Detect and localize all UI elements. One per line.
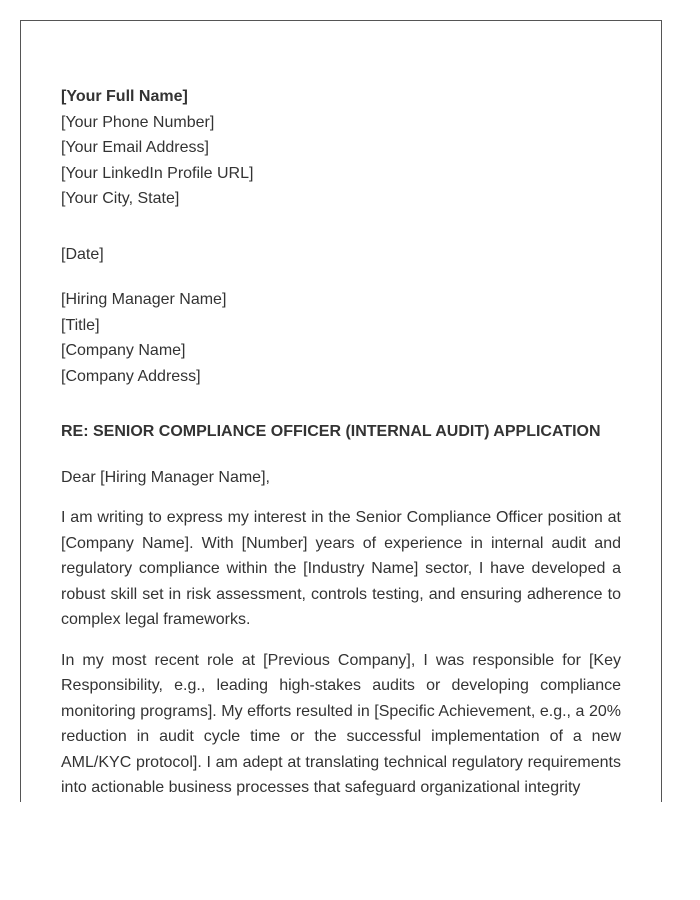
sender-phone: [Your Phone Number]: [61, 113, 215, 131]
recipient-address: [Company Address]: [61, 367, 201, 385]
letter-date: [Date]: [61, 245, 104, 263]
body-paragraph-2: In my most recent role at [Previous Company], I was responsible for [Key Responsibility, e.g., leading high-stakes audits or developing compliance monitoring programs]. My efforts resulted in [Specific Achievement, e.g., a 20% reduction in audit cycle time or the successful implementation of a new AML/KYC protocol]. I am adept at translating technical regulatory requirements into actionable business processes that safeguard organizational integrity: [61, 651, 621, 796]
recipient-name: [Hiring Manager Name]: [61, 291, 227, 308]
date-block: [61, 242, 621, 268]
letter-content: [61, 84, 621, 801]
recipient-title: [Title]: [61, 316, 100, 334]
sender-block: [61, 84, 621, 212]
subject-line: RE: SENIOR COMPLIANCE OFFICER (INTERNAL AUDIT) APPLICATION: [61, 423, 601, 440]
sender-name: [Your Full Name]: [61, 88, 188, 105]
sender-city-state: [Your City, State]: [61, 190, 180, 207]
body-paragraph-1: I am writing to express my interest in the Senior Compliance Officer position at [Company Name]. With [Number] years of experience in internal audit and regulatory compliance within the [Industry Name] sector, I have developed a robust skill set in risk assessment, controls testing, and ensuring adherence to complex legal frameworks.: [61, 509, 621, 628]
sender-linkedin: [Your LinkedIn Profile URL]: [61, 164, 254, 182]
sender-email: [Your Email Address]: [61, 139, 209, 156]
recipient-block: [61, 287, 621, 389]
recipient-company: [Company Name]: [61, 342, 186, 359]
salutation: Dear [Hiring Manager Name],: [61, 468, 270, 486]
document-page: [20, 20, 662, 802]
